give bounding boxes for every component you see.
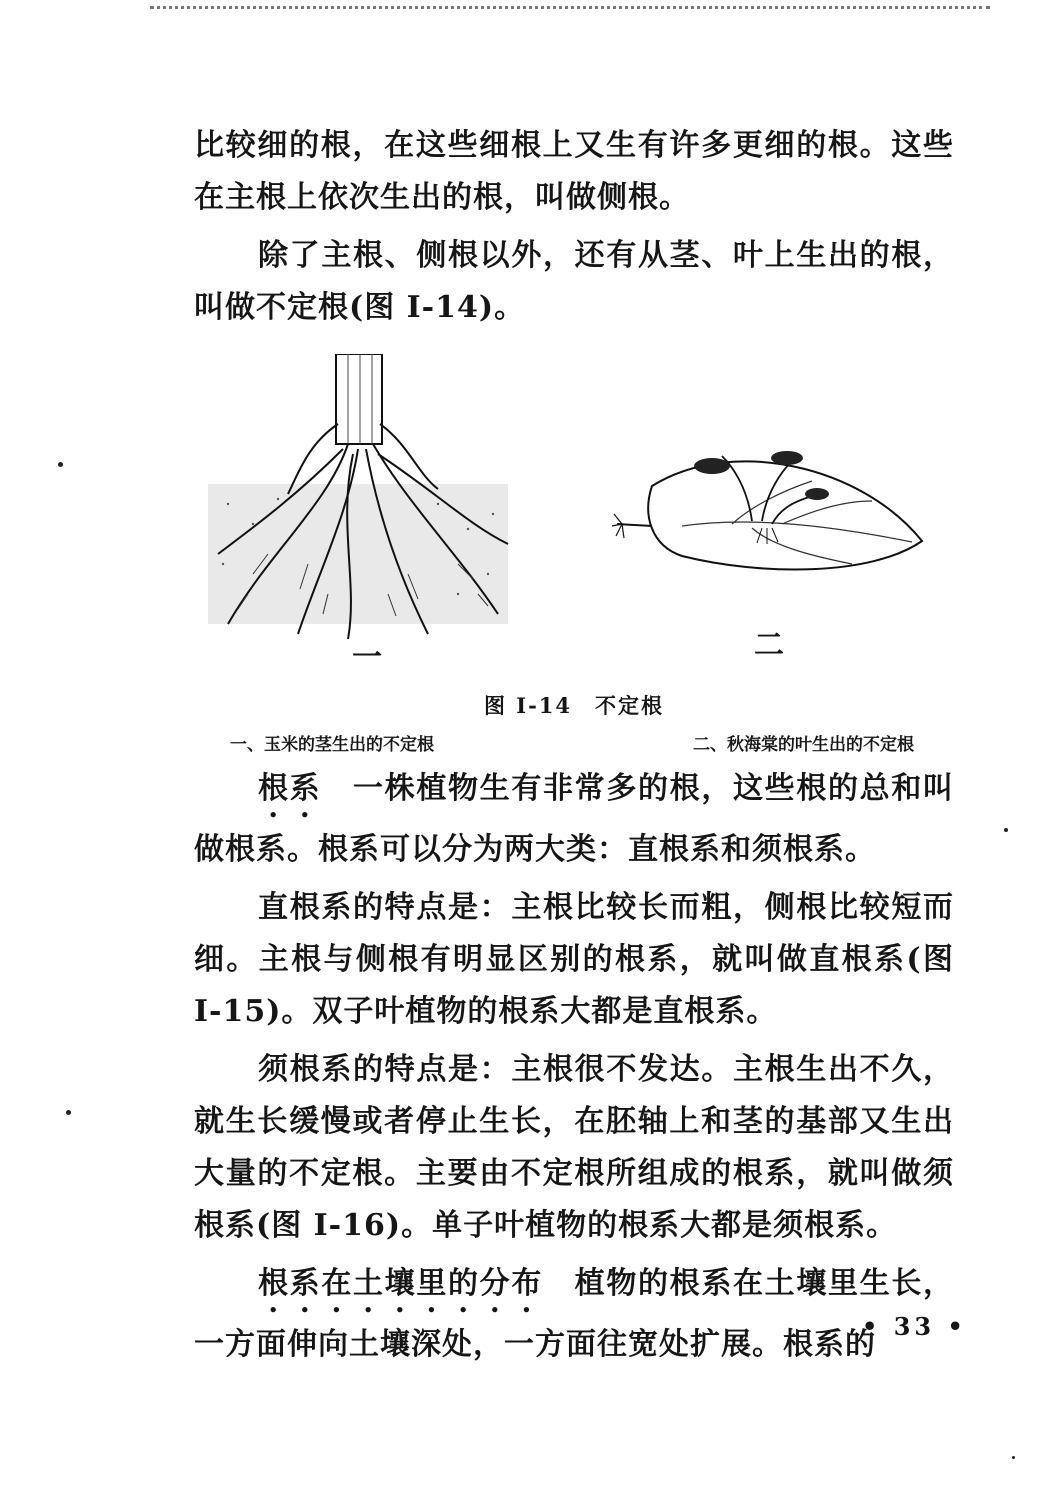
figure-label-two: 二	[754, 628, 784, 663]
paragraph-adventitious-roots: 除了主根、侧根以外，还有从茎、叶上生出的根，叫做不定根(图 I-14)。	[194, 238, 954, 325]
subcaption-begonia: 二、秋海棠的叶生出的不定根	[693, 735, 914, 755]
root-distribution-text: 植物的根系在土壤里生长，一方面伸向土壤深处，一方面往宽处扩展。根系的	[194, 1266, 955, 1362]
term-root-distribution: 根系在土壤里的分布	[258, 1266, 543, 1301]
root-system-definition: 一株植物生有非常多的根，这些根的总和叫做根系。根系可以分为两大类：直根系和须根系。	[194, 771, 955, 867]
figure-caption: 图 I-14 不定根	[483, 693, 665, 718]
scan-speck	[66, 1110, 71, 1115]
corn-stem-roots-illustration	[208, 354, 518, 664]
scan-speck	[1004, 828, 1008, 832]
figure-subcaptions	[230, 730, 954, 755]
figure-adventitious-roots	[194, 346, 954, 686]
scan-speck	[1012, 1456, 1015, 1459]
paragraph-fibrous-root-system: 须根系的特点是：主根很不发达。主根生出不久，就生长缓慢或者停止生长，在胚轴上和茎的基部又生出大量的不定根。主要由不定根所组成的根系，就叫做须根系(图 I-16)。单子叶植物的根系大都是须根系。	[194, 1052, 954, 1243]
page-number: • 33 •	[862, 1312, 967, 1341]
paragraph-taproot-system: 直根系的特点是：主根比较长而粗，侧根比较短而细。主根与侧根有明显区别的根系，就叫做直根系(图 I-15)。双子叶植物的根系大都是直根系。	[194, 890, 954, 1029]
subcaption-corn: 一、玉米的茎生出的不定根	[230, 735, 434, 755]
figure-label-one: 一	[352, 640, 382, 675]
begonia-leaf-roots-illustration	[612, 446, 932, 616]
paragraph-lateral-roots: 比较细的根，在这些细根上又生有许多更细的根。这些在主根上依次生出的根，叫做侧根。	[194, 128, 954, 215]
paragraph-root-distribution	[194, 1258, 954, 1371]
term-root-system: 根系	[258, 771, 322, 806]
top-border-rule	[150, 6, 990, 9]
page-body	[194, 120, 954, 1371]
paragraph-root-system	[194, 763, 954, 876]
scan-speck	[58, 462, 63, 467]
